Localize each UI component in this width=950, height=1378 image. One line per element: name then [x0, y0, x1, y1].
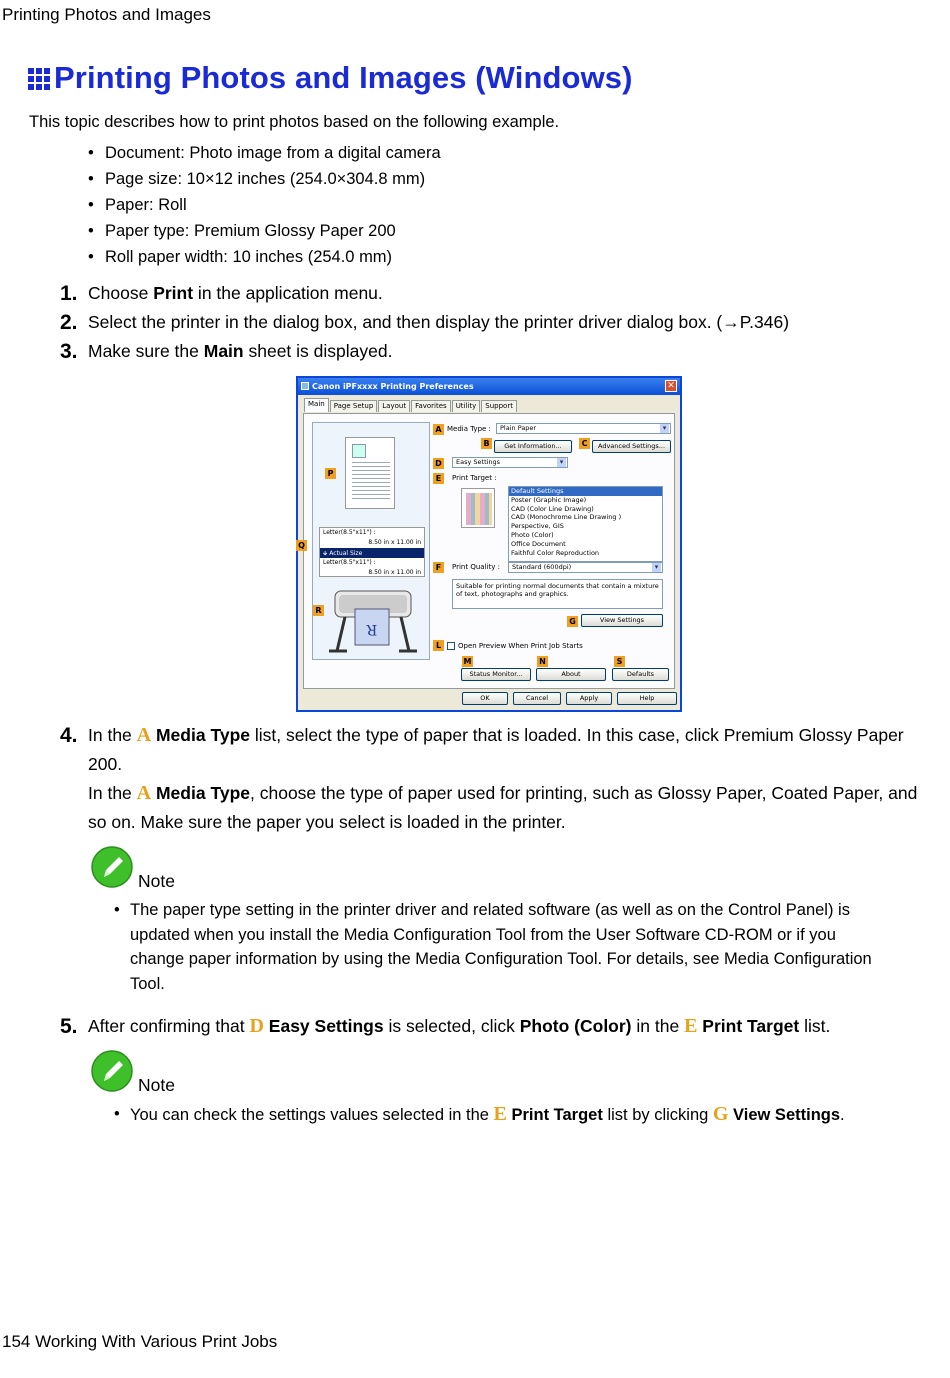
- callout-tag: L: [433, 640, 444, 651]
- close-button[interactable]: ✕: [665, 380, 677, 392]
- callout-tag: G: [567, 616, 578, 627]
- callout-tag: E: [433, 473, 444, 484]
- list-item[interactable]: Faithful Color Reproduction: [511, 548, 600, 557]
- tab-favorites[interactable]: Favorites: [411, 400, 451, 412]
- help-button[interactable]: Help: [617, 692, 677, 705]
- easy-settings-select[interactable]: Easy Settings ▾: [452, 457, 568, 468]
- list-item: • Document: Photo image from a digital camera: [88, 144, 441, 170]
- page-title: Printing Photos and Images (Windows): [54, 60, 633, 95]
- get-information-button[interactable]: Get Information...: [494, 440, 572, 453]
- callout-letter: D: [249, 1015, 264, 1037]
- paper-preview: [345, 437, 395, 509]
- list-item: • Paper type: Premium Glossy Paper 200: [88, 222, 441, 248]
- list-item: • Paper: Roll: [88, 196, 441, 222]
- callout-tag: S: [614, 656, 625, 667]
- printing-preferences-dialog: [296, 376, 682, 712]
- page-footer: 154 Working With Various Print Jobs: [2, 1332, 278, 1351]
- callout-letter: G: [712, 1103, 729, 1125]
- settings-preview: [312, 422, 430, 660]
- list-item[interactable]: Poster (Graphic Image): [511, 495, 587, 504]
- step-number: 4.: [60, 724, 78, 747]
- print-target-list[interactable]: [508, 486, 663, 562]
- tab-layout[interactable]: Layout: [378, 400, 410, 412]
- section-grid-icon: [28, 68, 50, 90]
- step-4: 4. In the A Media Type list, select the type of paper that is loaded. In this case, click Premium Glossy Paper 200. In the A Media Type, choose the type of paper used for printing, such as Glossy Paper, Coated Paper, and so on. Make sure the paper you select is loaded in the printer.: [60, 721, 920, 837]
- note-text: • The paper type setting in the printer driver and related software (as well as on the Control Panel) is updated when you install the Media Configuration Tool from the User Software CD-ROM or if you change paper information by using the Media Configuration Tool. For details, see Media Configuration Tool.: [90, 898, 880, 996]
- callout-tag: R: [313, 605, 324, 616]
- main-sheet-panel: [298, 413, 675, 689]
- step-number: 5.: [60, 1015, 78, 1038]
- menu-item-print: Print: [153, 283, 194, 303]
- dialog-titlebar: Canon iPFxxxx Printing Preferences ✕: [298, 378, 680, 395]
- callout-tag: Q: [296, 540, 307, 551]
- list-item[interactable]: Default Settings: [509, 487, 662, 496]
- ok-button[interactable]: OK: [462, 692, 508, 705]
- view-settings-button[interactable]: View Settings: [581, 614, 663, 627]
- media-type-label: Media Type :: [447, 425, 491, 433]
- callout-tag: B: [481, 438, 492, 449]
- defaults-button[interactable]: Defaults: [612, 668, 669, 681]
- media-type-select[interactable]: Plain Paper ▾: [496, 423, 671, 434]
- printer-app-icon: [301, 382, 309, 390]
- cancel-button[interactable]: Cancel: [513, 692, 561, 705]
- note-pencil-icon: [90, 1050, 134, 1092]
- list-item[interactable]: Perspective, GIS: [511, 522, 564, 531]
- callout-letter: E: [493, 1103, 507, 1125]
- note-text: • You can check the settings values selected in the E Print Target list by clicking G View Settings.: [90, 1102, 880, 1128]
- list-item[interactable]: Office Document: [511, 539, 566, 548]
- actual-size-row[interactable]: 🡳 Actual Size: [320, 548, 424, 558]
- mode-description: Suitable for printing normal documents that contain a mixture of text, photographs and graphics.: [452, 579, 663, 609]
- print-quality-select[interactable]: Standard (600dpi) ▾: [508, 562, 663, 573]
- svg-text:R: R: [366, 621, 378, 637]
- step-1: 1. Choose Print in the application menu.: [60, 279, 383, 308]
- list-item[interactable]: CAD (Monochrome Line Drawing ): [511, 513, 622, 522]
- tab-support[interactable]: Support: [481, 400, 517, 412]
- intro-text: This topic describes how to print photos based on the following example.: [29, 113, 560, 131]
- list-item: • Roll paper width: 10 inches (254.0 mm): [88, 248, 441, 274]
- step-number: 1.: [60, 282, 78, 305]
- callout-tag: N: [537, 656, 548, 667]
- running-head: Printing Photos and Images: [2, 5, 211, 24]
- note-pencil-icon: [90, 846, 134, 888]
- print-quality-label: Print Quality :: [452, 563, 500, 571]
- arrow-down-icon: 🡳: [323, 550, 328, 557]
- step-3: 3. Make sure the Main sheet is displayed.: [60, 337, 392, 366]
- open-preview-checkbox[interactable]: [447, 642, 455, 650]
- status-monitor-button[interactable]: Status Monitor...: [461, 668, 531, 681]
- step-number: 3.: [60, 340, 78, 363]
- callout-tag: D: [433, 458, 444, 469]
- callout-letter: A: [136, 724, 152, 746]
- main-sheet-label: Main: [203, 341, 244, 361]
- callout-tag: F: [433, 562, 444, 573]
- note-1: [90, 846, 880, 996]
- list-item[interactable]: Photo (Color): [511, 530, 554, 539]
- tab-main[interactable]: Main: [304, 398, 329, 412]
- example-list: [88, 144, 441, 274]
- note-label: Note: [138, 1075, 175, 1095]
- size-info: Letter(8.5"x11") : 8.50 in x 11.00 in 🡳 Actual Size Letter(8.5"x11") : 8.50 in x 11.00 in: [319, 527, 425, 577]
- step-2: 2. Select the printer in the dialog box, and then display the printer driver dialog box. (→P.346): [60, 308, 789, 337]
- tab-utility[interactable]: Utility: [452, 400, 481, 412]
- about-button[interactable]: About: [536, 668, 606, 681]
- note-2: [90, 1050, 880, 1128]
- callout-tag: A: [433, 424, 444, 435]
- tab-bar: [304, 400, 518, 412]
- tab-page-setup[interactable]: Page Setup: [330, 400, 378, 412]
- callout-letter: E: [684, 1015, 698, 1037]
- callout-tag: C: [579, 438, 590, 449]
- printer-illustration: [325, 585, 421, 659]
- print-target-label: Print Target :: [452, 474, 497, 482]
- step-5: 5. After confirming that D Easy Settings is selected, click Photo (Color) in the E Print Target list.: [60, 1012, 920, 1041]
- list-item: • Page size: 10×12 inches (254.0×304.8 mm): [88, 170, 441, 196]
- print-target-thumbnail: [461, 488, 495, 528]
- step-number: 2.: [60, 311, 78, 334]
- list-item[interactable]: CAD (Color Line Drawing): [511, 504, 594, 513]
- apply-button[interactable]: Apply: [566, 692, 612, 705]
- note-label: Note: [138, 871, 175, 891]
- callout-tag: M: [463, 657, 472, 666]
- callout-tag: P: [325, 468, 336, 479]
- open-preview-label: Open Preview When Print Job Starts: [458, 642, 583, 650]
- title-row: [28, 60, 633, 96]
- advanced-settings-button[interactable]: Advanced Settings...: [592, 440, 671, 453]
- callout-letter: A: [136, 782, 152, 804]
